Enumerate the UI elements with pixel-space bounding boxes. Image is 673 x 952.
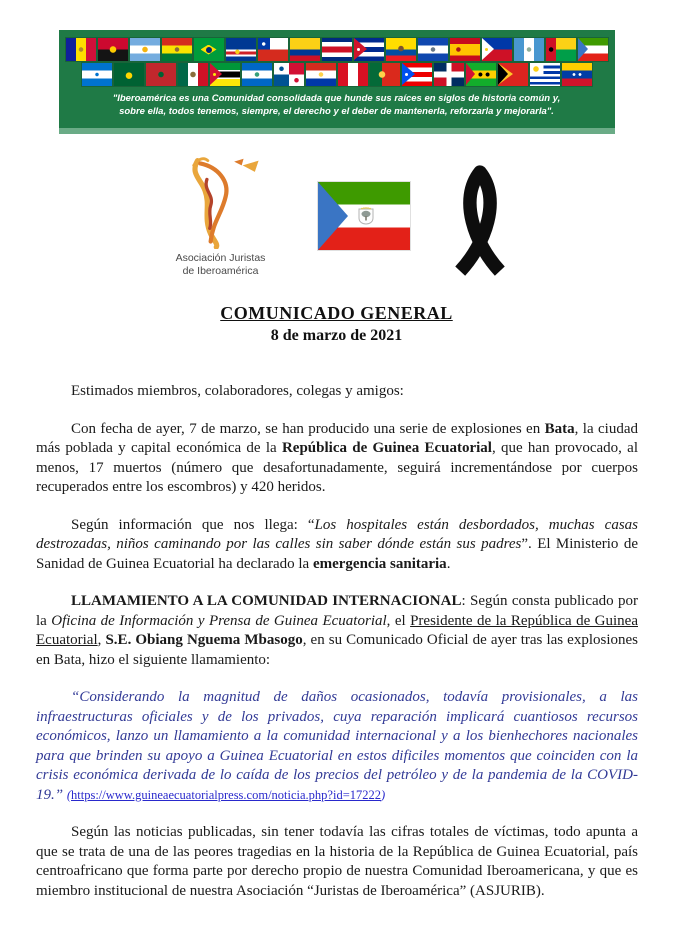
flags-row-1	[59, 38, 615, 61]
flags-row-2	[59, 63, 615, 86]
asjurib-logo-block	[158, 155, 284, 278]
text-run: Según las noticias publicadas, sin tener todavía las cifras totales de víctimas, todo apunta a que se trata de una de las peores tragedias en la historia de la República de Guinea Ecuatorial, país centroafricano que forma parte por derecho propio de nuestra Comunidad Iberoamericana, y que es miembro institucional de nuestra Asociación “Juristas de Iberoamérica” (ASJURIB).	[36, 824, 638, 899]
text-run: (	[66, 787, 72, 802]
flag-republica-dominicana-icon	[434, 63, 464, 86]
text-run: Según información que nos llega: “	[71, 516, 315, 533]
flag-timor-oriental-icon	[498, 63, 528, 86]
text-run: Estimados miembros, colaboradores, colegas y amigos:	[71, 383, 404, 399]
flag-filipinas-icon	[482, 38, 512, 61]
press-release-link[interactable]: https://www.guineaecuatorialpress.com/noticia.php?id=17222	[71, 787, 382, 802]
text-run: Presidente de la República de Guinea Ecuatorial	[36, 612, 638, 648]
paragraph-cita-presidente	[36, 688, 638, 805]
flag-mauritania-icon	[114, 63, 144, 86]
flag-puerto-rico-icon	[402, 63, 432, 86]
flag-nicaragua-icon	[242, 63, 272, 86]
flag-ecuador-icon	[386, 38, 416, 61]
text-run: ”. El Ministerio de Sanidad de Guinea Ecuatorial ha declarado la	[36, 536, 638, 572]
text-run: : Según consta publicado por la	[36, 593, 638, 629]
flag-colombia-icon	[290, 38, 320, 61]
banner-quote	[59, 92, 615, 118]
text-run: ,	[97, 632, 106, 648]
text-run: emergencia sanitaria	[312, 555, 447, 572]
document-title: COMUNICADO GENERAL	[220, 303, 453, 323]
flag-mozambique-icon	[210, 63, 240, 86]
flag-cuba-icon	[354, 38, 384, 61]
flag-paraguay-icon	[306, 63, 336, 86]
paragraph-saludo	[36, 382, 638, 402]
flag-argentina-icon	[130, 38, 160, 61]
document-body	[0, 382, 673, 901]
flag-portugal-icon	[370, 63, 400, 86]
flag-costa-rica-icon	[322, 38, 352, 61]
flag-mexico-icon	[178, 63, 208, 86]
equatorial-guinea-flag-icon	[318, 182, 410, 250]
flag-guinea-bissau-icon	[546, 38, 576, 61]
paragraph-tragedia	[36, 823, 638, 901]
paragraph-llamamiento	[36, 592, 638, 670]
flag-el-salvador-icon	[418, 38, 448, 61]
eg-flag-coat-of-arms	[356, 207, 376, 225]
banner-quote-line2: sobre ella, todos tenemos, siempre, el derecho y el deber de mantenerla, reforzarla y mejorarla".	[119, 106, 554, 117]
text-run: Oficina de Información y Prensa de Guinea Ecuatorial	[51, 612, 387, 629]
flag-venezuela-icon	[562, 63, 592, 86]
flag-guinea-ecuatorial-icon	[578, 38, 608, 61]
asjurib-caption	[158, 252, 284, 278]
flag-honduras-icon	[82, 63, 112, 86]
flag-uruguay-icon	[530, 63, 560, 86]
eg-flag-triangle	[318, 182, 348, 250]
text-run: )	[381, 787, 386, 802]
text-run: , que han provocado, al menos, 17 muertos (número que desafortunadamente, seguirá incrementándose por cuerpos recuperados entre los escombros) y 420 heridos.	[36, 440, 639, 495]
title-block	[0, 303, 673, 345]
logo-row	[0, 155, 673, 281]
flag-andorra-icon	[66, 38, 96, 61]
asjurib-caption-line1: Asociación Juristas	[175, 252, 266, 264]
text-run: Bata	[544, 420, 575, 437]
flag-panama-icon	[274, 63, 304, 86]
flag-bolivia-icon	[162, 38, 192, 61]
text-run: S.E. Obiang Nguema Mbasogo	[105, 632, 303, 648]
flag-marruecos-icon	[146, 63, 176, 86]
text-run: , en su Comunicado Oficial de ayer tras las explosiones en Bata, hizo el siguiente llamamiento:	[36, 632, 638, 668]
flag-guatemala-icon	[514, 38, 544, 61]
flag-espana-icon	[450, 38, 480, 61]
document-date: 8 de marzo de 2021	[270, 327, 403, 344]
flag-santo-tome-principe-icon	[466, 63, 496, 86]
flag-cabo-verde-icon	[226, 38, 256, 61]
flag-angola-icon	[98, 38, 128, 61]
mourning-ribbon-icon	[444, 156, 516, 280]
text-run: LLAMAMIENTO A LA COMUNIDAD INTERNACIONAL	[71, 593, 462, 609]
flag-peru-icon	[338, 63, 368, 86]
text-run: Los hospitales están desbordados, muchas casas destrozadas, niños caminando por las calles sin saber dónde están sus padres	[36, 516, 639, 552]
asjurib-caption-line2: de Iberoamérica	[182, 265, 259, 277]
text-run: “Considerando la magnitud de daños ocasionados, todavía provisionales, a las infraestructuras oficiales y de los privados, cuya reparación implicará cuantiosos recursos económicos, lanzo un llamamiento a la comunidad internacional y a los bienhechores nacionales para que brinden su apoyo a Guinea Ecuatorial en estos dificiles momentos que coinciden con la crisis económica derivada de lo caída de los precios del petróleo y de la pandemia de la COVID-19.”	[36, 689, 638, 803]
text-run: República de Guinea Ecuatorial	[281, 440, 492, 456]
paragraph-hospitales	[36, 516, 638, 575]
iberoamerica-banner	[59, 30, 615, 134]
paragraph-explosiones	[36, 420, 638, 498]
text-run: , la ciudad más poblada y capital económica de la	[36, 420, 638, 456]
flag-chile-icon	[258, 38, 288, 61]
text-run: Con fecha de ayer, 7 de marzo, se han producido una serie de explosiones en	[71, 420, 545, 437]
text-run: .	[446, 555, 451, 572]
text-run: , el	[386, 612, 411, 629]
flag-brasil-icon	[194, 38, 224, 61]
asjurib-logo-icon	[169, 155, 273, 249]
banner-quote-line1: "Iberoamérica es una Comunidad consolidada que hunde sus raíces en siglos de historia común y,	[112, 93, 561, 104]
